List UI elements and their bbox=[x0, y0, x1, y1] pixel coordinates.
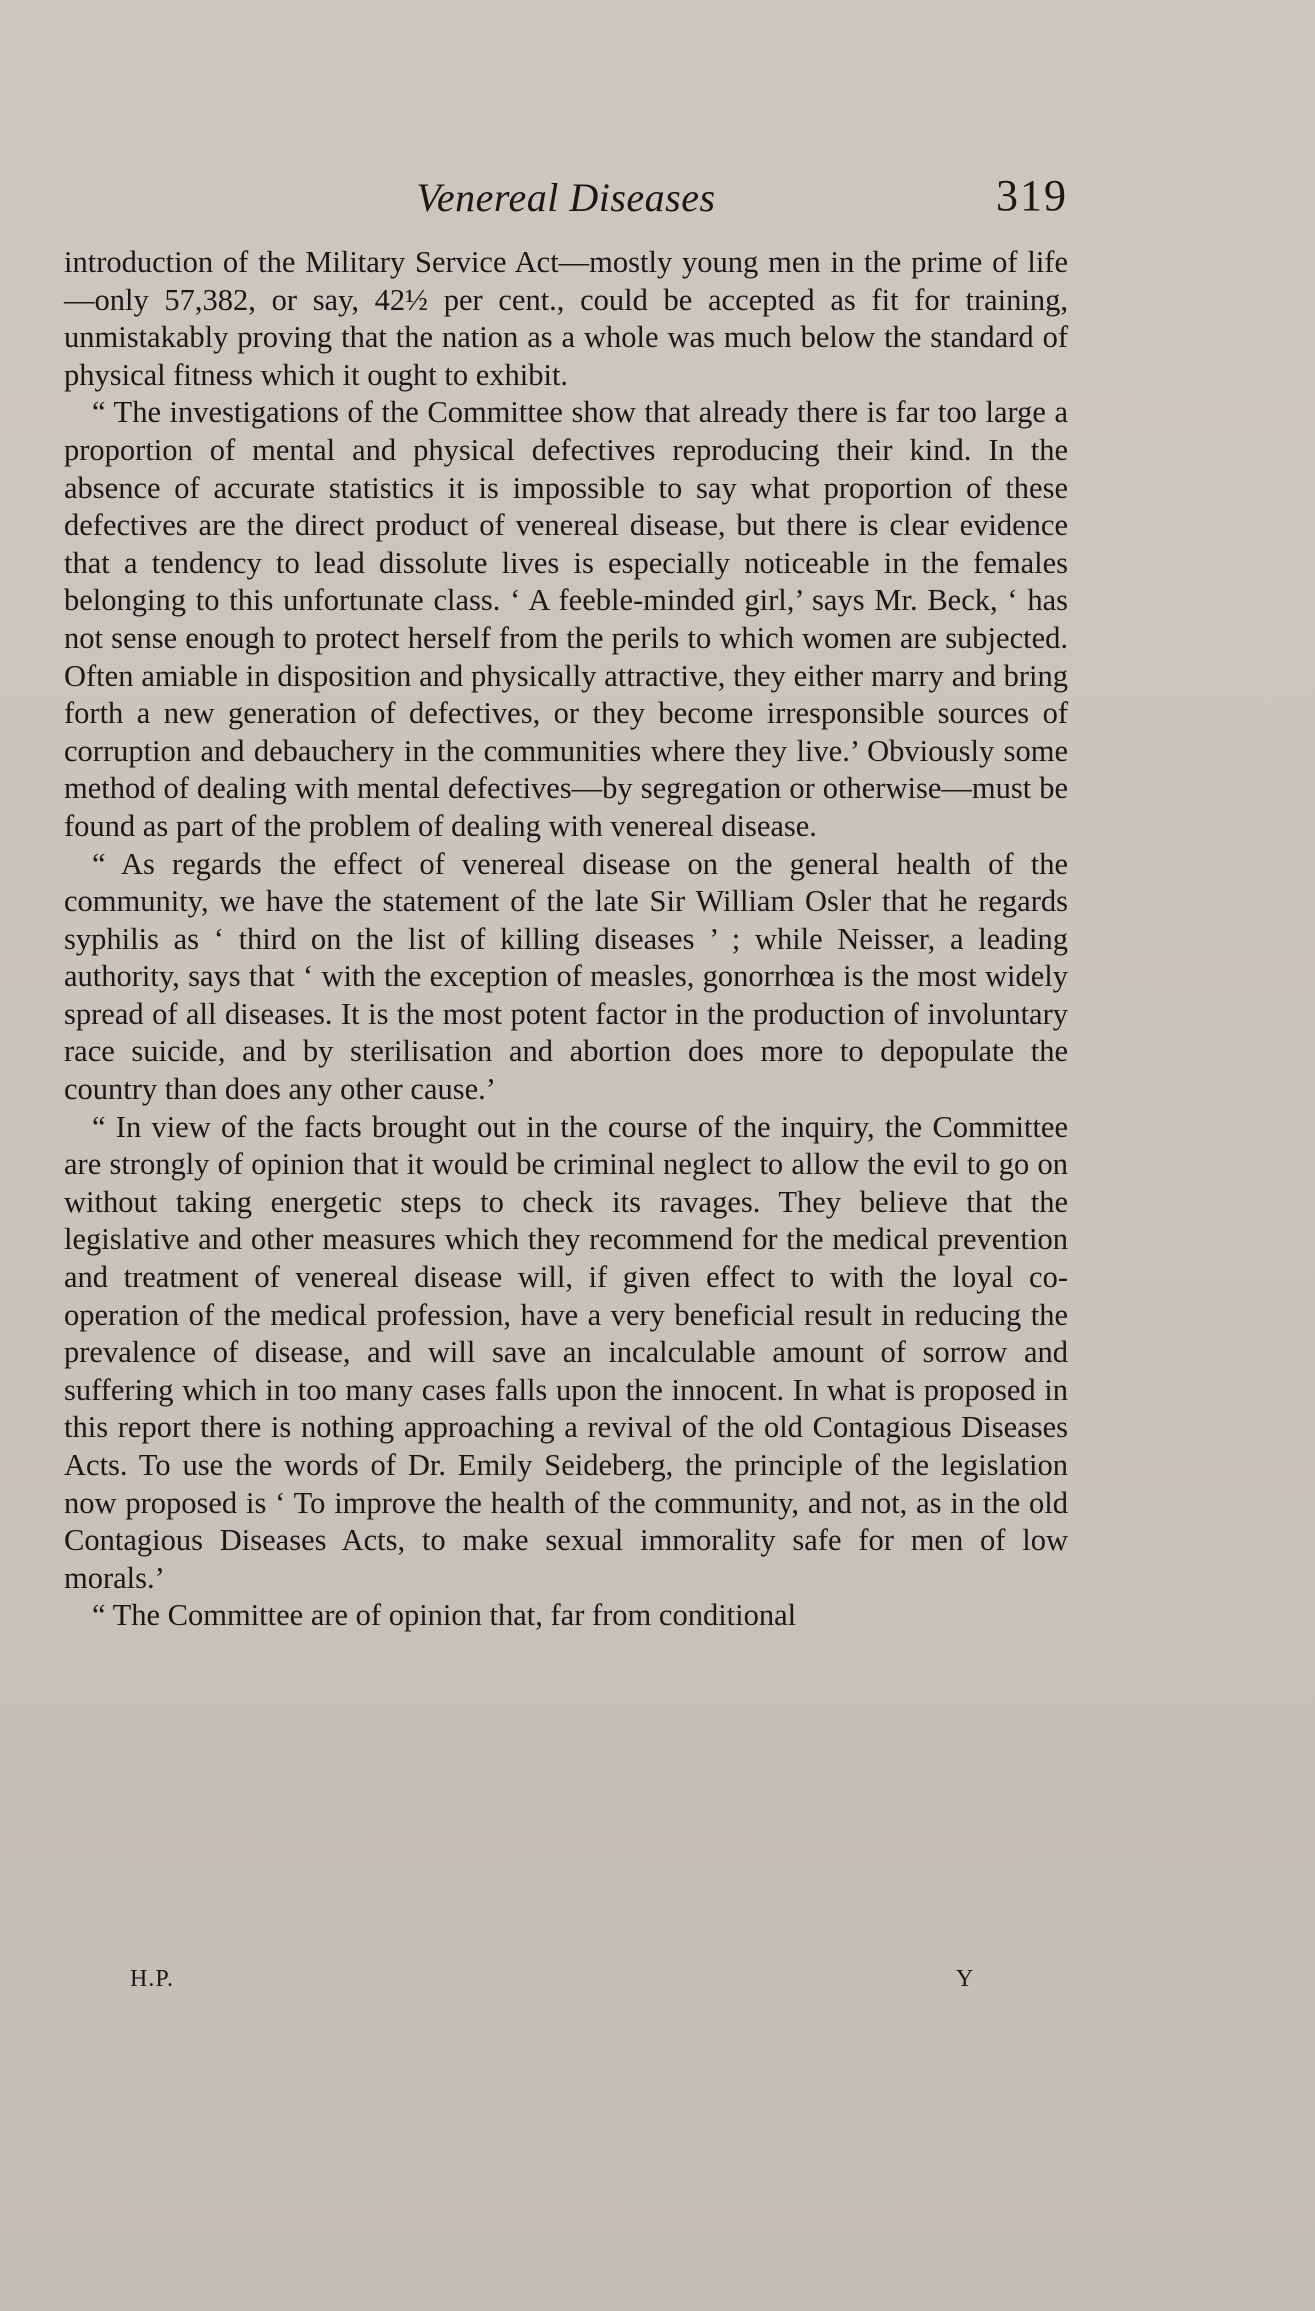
paragraph: “ The investigations of the Committee show that already there is far too large a proportion of mental and physical defectives reproducing their kind. In the absence of accurate statistics it is impossible to say what proportion of these defectives are the direct product of venereal disease, but there is clear evidence that a tendency to lead dissolute lives is especially noticeable in the females belonging to this unfortunate class. ‘ A feeble-minded girl,’ says Mr. Beck, ‘ has not sense enough to protect herself from the perils to which women are subjected. Often amiable in disposition and physically attractive, they either marry and bring forth a new generation of defectives, or they become irresponsible sources of corruption and debauchery in the communities where they live.’ Obviously some method of dealing with mental defectives—by segregation or otherwise—must be found as part of the problem of dealing with venereal disease. bbox=[64, 395, 1068, 843]
paragraph: introduction of the Military Service Act—mostly young men in the prime of life—only 57,382, or say, 42½ per cent., could be accepted as fit for training, unmistakably proving that the nation as a whole was much below the standard of physical fitness which it ought to exhibit. bbox=[64, 245, 1068, 392]
running-title: Venereal Diseases bbox=[416, 175, 716, 220]
page-number: 319 bbox=[996, 171, 1068, 220]
paragraph: “ In view of the facts brought out in the course of the inquiry, the Committee are strongly of opinion that it would be criminal neglect to allow the evil to go on without taking energetic steps to check its ravages. They believe that the legislative and other measures which they recommend for the medical prevention and treatment of venereal disease will, if given effect to with the loyal co-operation of the medical profession, have a very beneficial result in reducing the prevalence of disease, and will save an incalculable amount of sorrow and suffering which in too many cases falls upon the innocent. In what is proposed in this report there is nothing approaching a revival of the old Contagious Diseases Acts. To use the words of Dr. Emily Seideberg, the principle of the legislation now proposed is ‘ To improve the health of the community, and not, as in the old Contagious Diseases Acts, to make sexual immorality safe for men of low morals.’ bbox=[64, 1109, 1068, 1595]
paragraph: “ As regards the effect of venereal disease on the general health of the community, we have the statement of the late Sir William Osler that he regards syphilis as ‘ third on the list of killing diseases ’ ; while Neisser, a leading authority, says that ‘ with the exception of measles, gonorrhœa is the most widely spread of all diseases. It is the most potent factor in the production of involuntary race suicide, and by sterilisation and abortion does more to depopulate the country than does any other cause.’ bbox=[64, 846, 1068, 1107]
body-text bbox=[64, 244, 1068, 1635]
running-head bbox=[64, 170, 1068, 230]
paragraph: “ The Committee are of opinion that, far from conditional bbox=[92, 1598, 797, 1633]
signature-mark: H.P. bbox=[130, 1966, 175, 1992]
page-footer bbox=[64, 1966, 1068, 2006]
gathering-mark: Y bbox=[956, 1966, 975, 1992]
